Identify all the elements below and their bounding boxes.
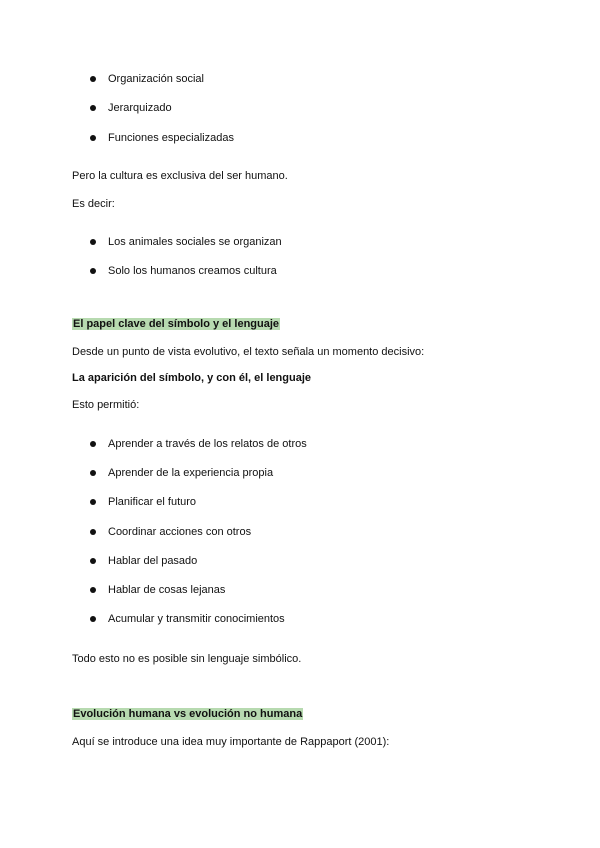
list-item (108, 612, 285, 626)
section-heading-text: El papel clave del símbolo y el lenguaje (73, 318, 280, 330)
list-item-text: Aprender de la experiencia propia (108, 467, 274, 479)
paragraph: Aquí se introduce una idea muy importante de Rappaport (2001): (72, 736, 390, 748)
paragraph: Desde un punto de vista evolutivo, el texto señala un momento decisivo: (72, 346, 425, 358)
paragraph: Pero la cultura es exclusiva del ser humano. (72, 170, 288, 182)
section-heading (72, 317, 280, 331)
paragraph: Esto permitió: (72, 399, 140, 411)
list-item (108, 235, 282, 249)
list-item-text: Solo los humanos creamos cultura (108, 265, 277, 277)
list-item-text: Funciones especializadas (108, 132, 234, 144)
bullet-icon (90, 105, 96, 111)
list-item-text: Los animales sociales se organizan (108, 236, 282, 248)
bullet-icon (90, 616, 96, 622)
bullet-icon (90, 499, 96, 505)
list-item-text: Hablar del pasado (108, 555, 198, 567)
bullet-icon (90, 76, 96, 82)
list-item (108, 525, 251, 539)
bullet-icon (90, 529, 96, 535)
list-item-text: Hablar de cosas lejanas (108, 584, 226, 596)
bullet-icon (90, 268, 96, 274)
list-item-text: Coordinar acciones con otros (108, 526, 252, 538)
list-item-text: Acumular y transmitir conocimientos (108, 613, 285, 625)
list-item (108, 466, 273, 480)
section-heading-text: Evolución humana vs evolución no humana (73, 708, 303, 720)
list-item (108, 101, 172, 115)
paragraph: Es decir: (72, 198, 115, 210)
list-item-text: Planificar el futuro (108, 496, 197, 508)
bullet-icon (90, 470, 96, 476)
bullet-icon (90, 239, 96, 245)
list-item (108, 495, 196, 509)
list-item (108, 437, 307, 451)
list-item-text: Organización social (108, 73, 204, 85)
list-item-text: Aprender a través de los relatos de otros (108, 438, 307, 450)
list-item-text: Jerarquizado (108, 102, 172, 114)
bold-statement: La aparición del símbolo, y con él, el lenguaje (72, 372, 312, 384)
list-item (108, 583, 225, 597)
bullet-icon (90, 558, 96, 564)
list-item (108, 72, 204, 86)
list-item (108, 131, 234, 145)
bullet-icon (90, 587, 96, 593)
bullet-icon (90, 135, 96, 141)
paragraph: Todo esto no es posible sin lenguaje simbólico. (72, 653, 302, 665)
list-item (108, 554, 197, 568)
bullet-icon (90, 441, 96, 447)
section-heading (72, 707, 303, 721)
list-item (108, 264, 277, 278)
